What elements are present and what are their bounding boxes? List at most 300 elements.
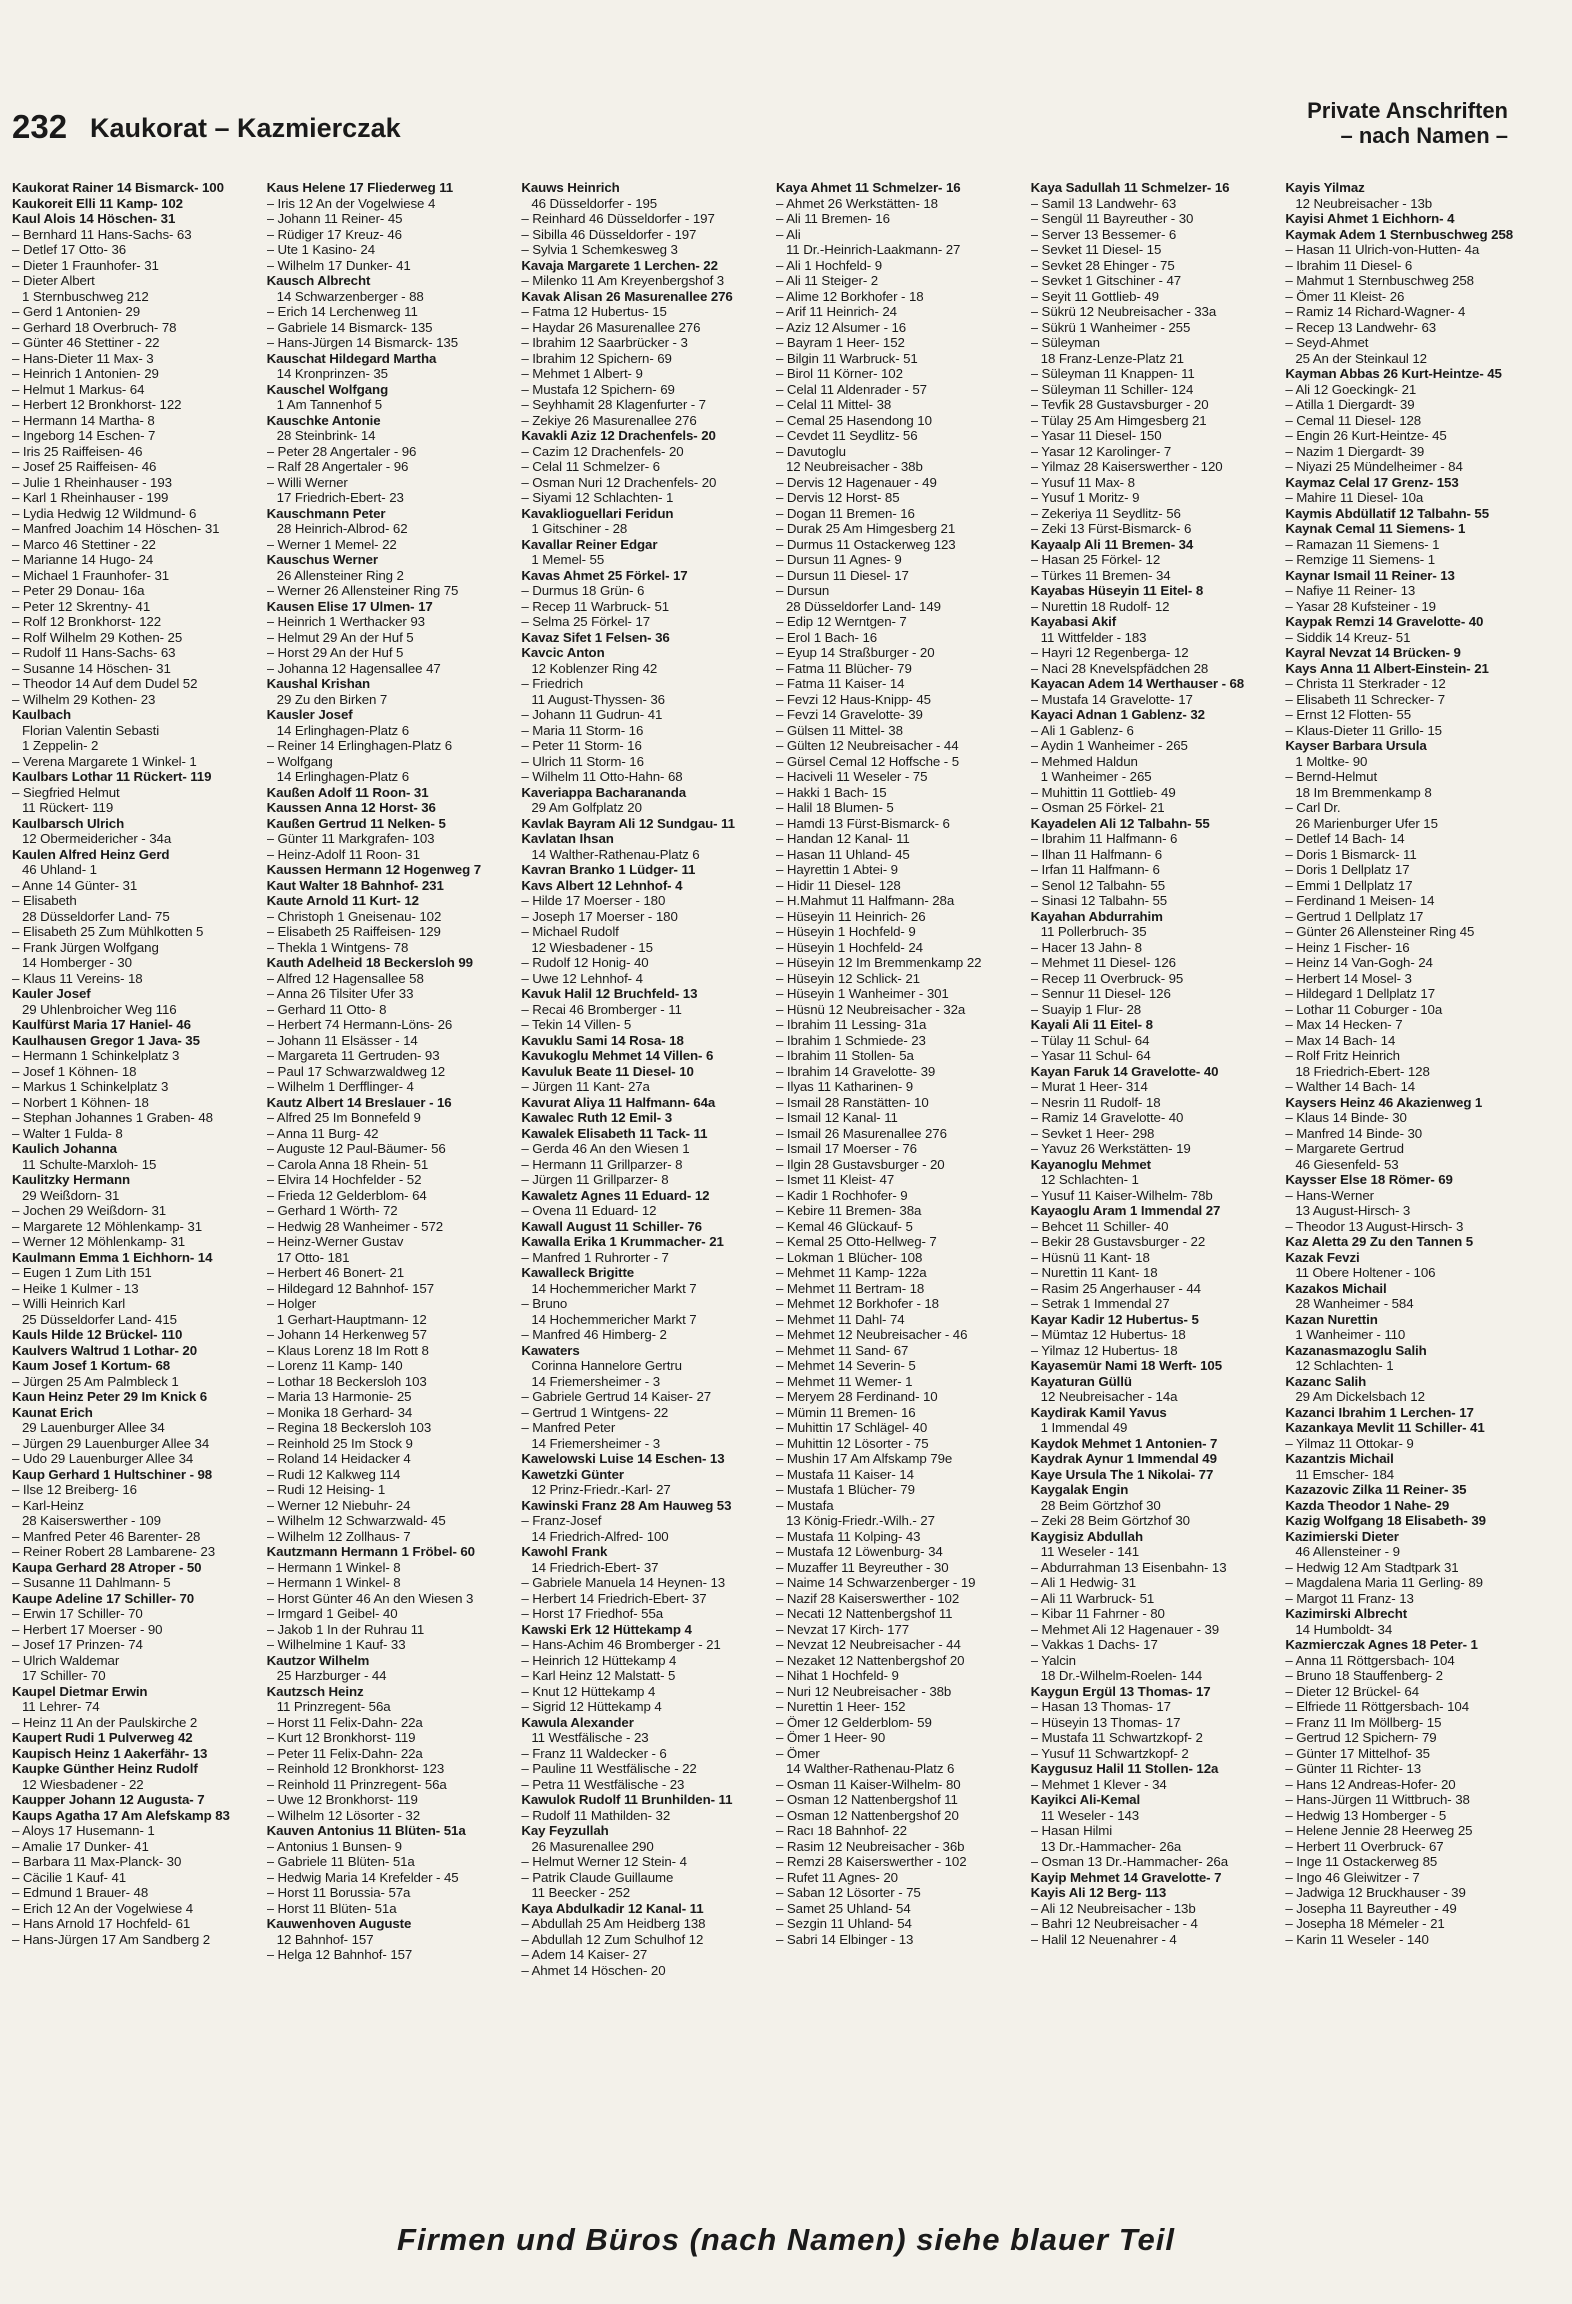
entry-line: – Roland 14 Heidacker 4 <box>266 1451 411 1466</box>
entry-line: – Margarete 12 Möhlenkamp- 31 <box>12 1218 203 1234</box>
entry-surname: Kayar Kadir 12 Hubertus- 5 <box>1030 1311 1199 1327</box>
entry-line: – Antonius 1 Bunsen- 9 <box>266 1838 402 1854</box>
entry-line: 25 Düsseldorfer Land- 415 <box>22 1311 177 1327</box>
entry-line: – Sevket 1 Gitschiner - 47 <box>1030 273 1182 288</box>
entry-surname: Kazazovic Zilka 11 Reiner- 35 <box>1285 1482 1467 1497</box>
entry-line: – Siddik 14 Kreuz- 51 <box>1285 629 1411 645</box>
entry-line: – Karl-Heinz <box>12 1497 84 1513</box>
entry-surname: Kaveriappa Bacharananda <box>521 784 687 800</box>
entry-line: – Mehmet 1 Albert- 9 <box>521 366 643 381</box>
entry-line: 26 Marienburger Ufer 15 <box>1295 815 1438 831</box>
entry-line: 11 Obere Holtener - 106 <box>1295 1265 1436 1280</box>
entry-line: 12 Neubreisacher - 14a <box>1040 1389 1178 1404</box>
entry-line: – Reinhard 46 Düsseldorfer - 197 <box>521 211 715 226</box>
entry-surname: Kaya Abdulkadir 12 Kanal- 11 <box>521 1900 704 1916</box>
entry-line: – Jürgen 11 Grillparzer- 8 <box>521 1172 669 1187</box>
entry-line: – Aloys 17 Husemann- 1 <box>12 1823 155 1838</box>
entry-line: – Susanne 14 Höschen- 31 <box>12 660 171 676</box>
entry-line: – Iris 25 Raiffeisen- 46 <box>12 443 143 459</box>
entry-line: – Ramiz 14 Gravelotte- 40 <box>1030 1110 1184 1125</box>
entry-line: – Wilhelm 12 Zollhaus- 7 <box>266 1528 411 1544</box>
entry-line: – Johann 11 Elsässer - 14 <box>266 1032 418 1048</box>
entry-line: – Werner 12 Möhlenkamp- 31 <box>12 1234 186 1249</box>
entry-line: 28 Kaiserswerther - 109 <box>22 1513 161 1528</box>
entry-line: – Johann 11 Gudrun- 41 <box>521 707 663 722</box>
directory-column <box>1285 180 1526 2180</box>
entry-surname: Kauven Antonius 11 Blüten- 51a <box>266 1823 466 1838</box>
entry-surname: Kauls Hilde 12 Brückel- 110 <box>12 1327 183 1342</box>
entry-line: – Inge 11 Ostackerweg 85 <box>1285 1854 1438 1869</box>
entry-line: – Helmut 1 Markus- 64 <box>12 381 145 397</box>
entry-line: – Engin 26 Kurt-Heintze- 45 <box>1285 428 1447 443</box>
entry-line: – Patrik Claude Guillaume <box>521 1869 674 1885</box>
entry-line: – Franz 11 Im Möllberg- 15 <box>1285 1714 1442 1730</box>
entry-surname: Kawall August 11 Schiller- 76 <box>521 1218 702 1234</box>
entry-line: – Hüseyin 13 Thomas- 17 <box>1030 1714 1181 1730</box>
entry-surname: Kavcic Anton <box>521 645 605 660</box>
entry-line: – Dursun 11 Diesel- 17 <box>776 567 909 583</box>
entry-line: – Osman 13 Dr.-Hammacher- 26a <box>1030 1854 1229 1869</box>
entry-line: – Johann 14 Herkenweg 57 <box>266 1327 427 1342</box>
entry-line: – Kemal 25 Otto-Hellweg- 7 <box>776 1234 937 1249</box>
entry-line: – Hedwig 13 Homberger - 5 <box>1285 1807 1447 1823</box>
entry-line: – Mustafa 11 Schwartzkopf- 2 <box>1030 1730 1203 1745</box>
entry-line: – Erwin 17 Schiller- 70 <box>12 1606 143 1621</box>
entry-line: – Hasan 11 Uhland- 45 <box>776 846 910 862</box>
entry-line: – Elisabeth 11 Schrecker- 7 <box>1285 691 1445 707</box>
entry-line: – Manfred Peter 46 Barenter- 28 <box>12 1528 201 1544</box>
entry-line: – Mustafa 1 Blücher- 79 <box>776 1482 915 1497</box>
entry-line: 12 Bahnhof- 157 <box>276 1931 374 1947</box>
entry-line: – Yilmaz 28 Kaiserswerther - 120 <box>1030 459 1223 474</box>
entry-line: – Mehmet 11 Sand- 67 <box>776 1342 909 1358</box>
entry-line: 14 Friedrich-Alfred- 100 <box>531 1528 669 1544</box>
entry-surname: Kazantzis Michail <box>1285 1451 1394 1466</box>
entry-line: – Herbert 12 Bronkhorst- 122 <box>12 397 182 412</box>
entry-surname: Kavaklioguellari Feridun <box>521 505 674 521</box>
entry-line: – Lothar 11 Coburger - 10a <box>1285 1001 1443 1017</box>
entry-line: – Nezaket 12 Nattenbergshof 20 <box>776 1652 965 1668</box>
entry-line: – Hüsnü 11 Kant- 18 <box>1030 1249 1150 1265</box>
entry-line: – Mustafa 12 Spichern- 69 <box>521 381 675 397</box>
entry-line: 46 Allensteiner - 9 <box>1295 1544 1400 1559</box>
entry-line: – Racı 18 Bahnhof- 22 <box>776 1823 907 1838</box>
entry-line: – Rolf Wilhelm 29 Kothen- 25 <box>12 629 183 645</box>
entry-line: 26 Allensteiner Ring 2 <box>276 567 404 583</box>
entry-line: 14 Walther-Rathenau-Platz 6 <box>786 1761 955 1776</box>
entry-surname: Kayip Mehmet 14 Gravelotte- 7 <box>1030 1869 1222 1885</box>
entry-line: – Ali <box>776 226 801 242</box>
entry-line: 13 König-Friedr.-Wilh.- 27 <box>786 1513 935 1528</box>
entry-line: – Werner 26 Allensteiner Ring 75 <box>266 583 459 598</box>
entry-line: – Heinz-Werner Gustav <box>266 1234 404 1249</box>
entry-line: – Mehmet 11 Wemer- 1 <box>776 1373 913 1389</box>
entry-surname: Kawelowski Luise 14 Eschen- 13 <box>521 1451 725 1466</box>
entry-line: – Franz-Josef <box>521 1513 602 1528</box>
entry-surname: Kautzsch Heinz <box>266 1683 364 1699</box>
entry-line: – Peter 28 Angertaler - 96 <box>266 443 417 459</box>
entry-line: – Elfriede 11 Röttgersbach- 104 <box>1285 1699 1469 1714</box>
entry-line: – Dogan 11 Bremen- 16 <box>776 505 915 521</box>
entry-line: – Ismail 17 Moerser - 76 <box>776 1141 917 1156</box>
entry-line: 25 Harzburger - 44 <box>276 1668 387 1683</box>
entry-line: – Horst 11 Felix-Dahn- 22a <box>266 1714 423 1730</box>
entry-line: – Süleyman 11 Schiller- 124 <box>1030 381 1194 397</box>
entry-surname: Kaysers Heinz 46 Akazienweg 1 <box>1285 1094 1483 1110</box>
entry-line: 14 Erlinghagen-Platz 6 <box>276 769 409 784</box>
entry-line: – Heinz 14 Van-Gogh- 24 <box>1285 955 1433 970</box>
entry-line: – Ilhan 11 Halfmann- 6 <box>1030 846 1162 862</box>
entry-line: – Nafiye 11 Reiner- 13 <box>1285 583 1416 598</box>
entry-line: – Handan 12 Kanal- 11 <box>776 831 910 846</box>
entry-line: – Ismail 28 Ranstätten- 10 <box>776 1094 929 1110</box>
entry-line: – Dervis 12 Hagenauer - 49 <box>776 474 937 490</box>
entry-line: – Hüseyin 12 Im Bremmenkamp 22 <box>776 955 982 970</box>
entry-line: 46 Giesenfeld- 53 <box>1295 1156 1399 1172</box>
directory-column <box>1031 180 1272 2180</box>
entry-surname: Kautzmann Hermann 1 Fröbel- 60 <box>266 1544 475 1559</box>
entry-line: – Kebire 11 Bremen- 38a <box>776 1203 922 1218</box>
entry-line: 11 Prinzregent- 56a <box>276 1699 391 1714</box>
entry-line: – Cevdet 11 Seydlitz- 56 <box>776 428 918 443</box>
entry-line: – Jürgen 25 Am Palmbleck 1 <box>12 1373 179 1389</box>
entry-line: – Sennur 11 Diesel- 126 <box>1030 986 1171 1001</box>
entry-surname: Kay Feyzullah <box>521 1823 609 1838</box>
entry-surname: Kautzor Wilhelm <box>266 1652 370 1668</box>
entry-line: – Kurt 12 Bronkhorst- 119 <box>266 1730 416 1745</box>
entry-surname: Kaydirak Kamil Yavus <box>1030 1404 1167 1420</box>
entry-line: – Ibrahim 11 Diesel- 6 <box>1285 257 1413 273</box>
entry-line: 25 An der Steinkaul 12 <box>1295 350 1427 366</box>
entry-line: – Christa 11 Sterkrader - 12 <box>1285 676 1446 691</box>
entry-line: – Saban 12 Lösorter - 75 <box>776 1885 921 1900</box>
entry-surname: Kavran Branko 1 Lüdger- 11 <box>521 862 696 877</box>
page-header <box>0 0 1572 175</box>
page-title: Kaukorat – Kazmierczak <box>90 113 401 143</box>
entry-line: – Niyazi 25 Mündelheimer - 84 <box>1285 459 1463 474</box>
entry-line: – Hüseyin 11 Heinrich- 26 <box>776 908 926 924</box>
entry-line: – Mehmed Haldun <box>1030 753 1138 769</box>
entry-line: Florian Valentin Sebasti <box>22 722 160 738</box>
entry-line: – Ibrahim 12 Spichern- 69 <box>521 350 672 366</box>
entry-line: – Hidir 11 Diesel- 128 <box>776 877 901 893</box>
entry-line: – Nazim 1 Diergardt- 39 <box>1285 443 1425 459</box>
entry-line: – Gerda 46 An den Wiesen 1 <box>521 1141 690 1156</box>
entry-line: – Carl Dr. <box>1285 800 1341 815</box>
entry-line: – Bayram 1 Heer- 152 <box>776 335 905 350</box>
entry-line: – Josepha 18 Mémeler - 21 <box>1285 1916 1445 1931</box>
entry-line: – Gülsen 11 Mittel- 38 <box>776 722 903 738</box>
entry-surname: Kayisi Ahmet 1 Eichhorn- 4 <box>1285 211 1455 226</box>
entry-line: – Josepha 11 Bayreuther - 49 <box>1285 1900 1457 1916</box>
entry-line: – Reinhold 11 Prinzregent- 56a <box>266 1776 447 1792</box>
entry-line: – Barbara 11 Max-Planck- 30 <box>12 1854 182 1869</box>
entry-line: – Gürsel Cemal 12 Hoffsche - 5 <box>776 753 959 769</box>
entry-line: – Mehmet 12 Neubreisacher - 46 <box>776 1327 968 1342</box>
entry-line: 1 Gerhart-Hauptmann- 12 <box>276 1311 427 1327</box>
entry-line: – Ibrahim 12 Saarbrücker - 3 <box>521 335 688 350</box>
entry-line: – Maria 11 Storm- 16 <box>521 722 644 738</box>
entry-line: – Rufet 11 Agnes- 20 <box>776 1869 898 1885</box>
entry-line: – Kibar 11 Fahrner - 80 <box>1030 1606 1165 1621</box>
entry-line: 11 Schulte-Marxloh- 15 <box>22 1156 157 1172</box>
entry-line: – Ilse 12 Breiberg- 16 <box>12 1482 137 1497</box>
entry-line: – Bruno <box>521 1296 568 1311</box>
entry-line: – Christoph 1 Gneisenau- 102 <box>266 908 442 924</box>
entry-surname: Kaulitzky Hermann <box>12 1172 131 1187</box>
entry-surname: Kayabas Hüseyin 11 Eitel- 8 <box>1030 583 1204 598</box>
entry-line: – Horst Günter 46 An den Wiesen 3 <box>266 1590 474 1606</box>
entry-line: – Helmut 29 An der Huf 5 <box>266 629 414 645</box>
entry-surname: Kaul Alois 14 Höschen- 31 <box>12 211 176 226</box>
entry-line: – Cazim 12 Drachenfels- 20 <box>521 443 684 459</box>
entry-surname: Kaynak Cemal 11 Siemens- 1 <box>1285 521 1466 536</box>
entry-line: 17 Otto- 181 <box>276 1249 350 1265</box>
entry-line: – Ömer 1 Heer- 90 <box>776 1730 886 1745</box>
entry-surname: Kavukoglu Mehmet 14 Villen- 6 <box>521 1048 714 1063</box>
entry-line: – Yusuf 11 Kaiser-Wilhelm- 78b <box>1030 1187 1213 1203</box>
entry-line: – Cemal 25 Hasendong 10 <box>776 412 932 428</box>
entry-line: – Margot 11 Franz- 13 <box>1285 1590 1414 1606</box>
entry-surname: Kayasemür Nami 18 Werft- 105 <box>1030 1358 1222 1373</box>
entry-surname: Kaulich Johanna <box>12 1141 117 1156</box>
entry-line: – Ingo 46 Gleiwitzer - 7 <box>1285 1869 1420 1885</box>
entry-line: – Sükrü 1 Wanheimer - 255 <box>1030 319 1191 335</box>
entry-surname: Kawalek Elisabeth 11 Tack- 11 <box>521 1125 708 1141</box>
entry-line: – Mushin 17 Am Alfskamp 79e <box>776 1451 953 1466</box>
entry-line: – Rudolf 12 Honig- 40 <box>521 955 649 970</box>
entry-line: – Hermann 1 Schinkelplatz 3 <box>12 1048 180 1063</box>
entry-surname: Kaz Aletta 29 Zu den Tannen 5 <box>1285 1234 1474 1249</box>
entry-surname: Kaygusuz Halil 11 Stollen- 12a <box>1030 1761 1219 1776</box>
entry-line: – Reiner 14 Erlinghagen-Platz 6 <box>266 738 453 753</box>
entry-line: 11 Emscher- 184 <box>1295 1466 1395 1482</box>
entry-line: – Naime 14 Schwarzenberger - 19 <box>776 1575 976 1590</box>
entry-line: – Frieda 12 Gelderblom- 64 <box>266 1187 427 1203</box>
entry-line: – Hüseyin 1 Wanheimer - 301 <box>776 986 949 1001</box>
entry-line: – Holger <box>266 1296 317 1311</box>
entry-line: – Hans-Jürgen 14 Bismarck- 135 <box>266 335 459 350</box>
entry-line: – Ömer <box>776 1745 820 1761</box>
entry-surname: Kayahan Abdurrahim <box>1030 908 1163 924</box>
entry-surname: Kayaturan Güllü <box>1030 1373 1132 1389</box>
entry-line: – Nevzat 12 Neubreisacher - 44 <box>776 1637 961 1652</box>
entry-surname: Kauler Josef <box>12 986 91 1001</box>
entry-line: – Gertrud 1 Dellplatz 17 <box>1285 908 1424 924</box>
entry-line: – Elisabeth 25 Raiffeisen- 129 <box>266 924 441 939</box>
entry-surname: Kays Anna 11 Albert-Einstein- 21 <box>1285 660 1489 676</box>
entry-line: – Tülay 25 Am Himgesberg 21 <box>1030 412 1207 428</box>
entry-surname: Kayali Ali 11 Eitel- 8 <box>1030 1017 1153 1032</box>
entry-surname: Kayaalp Ali 11 Bremen- 34 <box>1030 536 1194 552</box>
entry-line: – Ömer 11 Kleist- 26 <box>1285 288 1405 304</box>
entry-line: – Halil 12 Neuenahrer - 4 <box>1030 1931 1177 1947</box>
entry-line: – Reinhold 25 Im Stock 9 <box>266 1435 413 1451</box>
entry-line: – Milenko 11 Am Kreyenbergshof 3 <box>521 273 725 288</box>
entry-line: – Gerhard 18 Overbruch- 78 <box>12 319 177 335</box>
entry-line: – Abdullah 12 Zum Schulhof 12 <box>521 1931 704 1947</box>
entry-line: – Ramazan 11 Siemens- 1 <box>1285 536 1440 552</box>
entry-line: 11 Wittfelder - 183 <box>1040 629 1147 645</box>
entry-line: – Marianne 14 Hugo- 24 <box>12 552 154 567</box>
entry-line: – Udo 29 Lauenburger Allee 34 <box>12 1451 194 1466</box>
entry-surname: Kawaters <box>521 1342 580 1358</box>
entry-line: – Herbert 46 Bonert- 21 <box>266 1265 405 1280</box>
entry-line: – Mahmut 1 Sternbuschweg 258 <box>1285 273 1474 288</box>
entry-line: – Josef 25 Raiffeisen- 46 <box>12 459 157 474</box>
entry-line: – Seyhhamit 28 Klagenfurter - 7 <box>521 397 706 412</box>
entry-line: 11 Pollerbruch- 35 <box>1040 924 1147 939</box>
entry-surname: Kavas Ahmet 25 Förkel- 17 <box>521 567 688 583</box>
entry-line: – Alime 12 Borkhofer - 18 <box>776 288 924 304</box>
entry-line: – Elisabeth <box>12 893 77 908</box>
entry-line: 11 Dr.-Heinrich-Laakmann- 27 <box>786 242 961 257</box>
entry-line: – Ulrich Waldemar <box>12 1652 120 1668</box>
entry-line: – Hamdi 13 Fürst-Bismarck- 6 <box>776 815 950 831</box>
entry-line: – Ismail 12 Kanal- 11 <box>776 1110 898 1125</box>
entry-line: – Mehmet 1 Klever - 34 <box>1030 1776 1167 1792</box>
entry-line: – Wolfgang <box>266 753 333 769</box>
entry-line: – Klaus-Dieter 11 Grillo- 15 <box>1285 722 1442 738</box>
entry-line: – Türkes 11 Bremen- 34 <box>1030 567 1171 583</box>
entry-line: 28 Heinrich-Albrod- 62 <box>276 521 408 536</box>
entry-line: – Friedrich <box>521 676 584 691</box>
entry-line: – Gülten 12 Neubreisacher - 44 <box>776 738 959 753</box>
entry-line: – Michael Rudolf <box>521 924 619 939</box>
entry-surname: Kaygun Ergül 13 Thomas- 17 <box>1030 1683 1211 1699</box>
entry-line: – Willi Heinrich Karl <box>12 1296 126 1311</box>
entry-line: – Hans 12 Andreas-Hofer- 20 <box>1285 1776 1456 1792</box>
entry-surname: Kawaletz Agnes 11 Eduard- 12 <box>521 1187 710 1203</box>
entry-line: – Dursun <box>776 583 830 598</box>
entry-line: – Ismet 11 Kleist- 47 <box>776 1172 895 1187</box>
section-heading-line1: Private Anschriften <box>1307 98 1508 123</box>
entry-line: – Hildegard 12 Bahnhof- 157 <box>266 1280 434 1296</box>
entry-line: – Wilhelm 1 Derfflinger- 4 <box>266 1079 414 1094</box>
entry-line: – Rudi 12 Heising- 1 <box>266 1482 386 1497</box>
entry-line: 28 Düsseldorfer Land- 149 <box>786 598 941 614</box>
entry-line: – Erol 1 Bach- 16 <box>776 629 878 645</box>
entry-line: 26 Masurenallee 290 <box>531 1838 654 1854</box>
entry-line: – Yilmaz 11 Ottokar- 9 <box>1285 1435 1414 1451</box>
entry-line: – Abdurrahman 13 Eisenbahn- 13 <box>1030 1559 1227 1575</box>
entry-line: – Zekiye 26 Masurenallee 276 <box>521 412 697 428</box>
entry-line: – Hasan 13 Thomas- 17 <box>1030 1699 1171 1714</box>
entry-line: – Suayip 1 Flur- 28 <box>1030 1001 1142 1017</box>
entry-surname: Kaupisch Heinz 1 Aakerfähr- 13 <box>12 1745 208 1761</box>
entry-line: – Yusuf 1 Moritz- 9 <box>1030 490 1140 505</box>
entry-line: – Seyit 11 Gottlieb- 49 <box>1030 288 1159 304</box>
entry-line: – Ilyas 11 Katharinen- 9 <box>776 1079 914 1094</box>
entry-surname: Kaynar Ismail 11 Reiner- 13 <box>1285 567 1455 583</box>
entry-line: – Yasar 28 Kufsteiner - 19 <box>1285 598 1436 614</box>
entry-surname: Kaulbach <box>12 707 72 722</box>
entry-line: – Sevket 28 Ehinger - 75 <box>1030 257 1175 273</box>
entry-line: – Emmi 1 Dellplatz 17 <box>1285 877 1413 893</box>
entry-line: – Verena Margarete 1 Winkel- 1 <box>12 753 197 769</box>
entry-surname: Kaulhausen Gregor 1 Java- 35 <box>12 1032 200 1048</box>
entry-line: – Samil 13 Landwehr- 63 <box>1030 195 1177 211</box>
entry-line: 46 Uhland- 1 <box>22 862 97 877</box>
entry-line: – Gerhard 11 Otto- 8 <box>266 1001 387 1017</box>
entry-line: – Ali 1 Hedwig- 31 <box>1030 1575 1137 1590</box>
entry-line: – Ali 1 Gablenz- 6 <box>1030 722 1134 738</box>
entry-surname: Kawulok Rudolf 11 Brunhilden- 11 <box>521 1792 733 1807</box>
entry-line: – Lorenz 11 Kamp- 140 <box>266 1358 403 1373</box>
entry-line: – Ismail 26 Masurenallee 276 <box>776 1125 947 1141</box>
entry-line: – Ibrahim 11 Stollen- 5a <box>776 1048 914 1063</box>
entry-line: – Rasim 25 Angerhauser - 44 <box>1030 1280 1201 1296</box>
entry-surname: Kazig Wolfgang 18 Elisabeth- 39 <box>1285 1513 1486 1528</box>
entry-line: – Osman 12 Nattenbergshof 11 <box>776 1792 958 1807</box>
entry-line: 14 Schwarzenberger - 88 <box>276 288 424 304</box>
entry-line: – Theodor 14 Auf dem Dudel 52 <box>12 676 198 691</box>
entry-line: – Petra 11 Westfälische - 23 <box>521 1776 685 1792</box>
entry-surname: Kavlatan Ihsan <box>521 831 614 846</box>
entry-line: – Heinz-Adolf 11 Roon- 31 <box>266 846 420 862</box>
entry-surname: Kaygalak Engin <box>1030 1482 1129 1497</box>
entry-line: 14 Erlinghagen-Platz 6 <box>276 722 409 738</box>
entry-line: 12 Schlachten- 1 <box>1295 1358 1394 1373</box>
entry-surname: Kausler Josef <box>266 707 353 722</box>
entry-surname: Kavaz Sifet 1 Felsen- 36 <box>521 629 670 645</box>
entry-surname: Kaupper Johann 12 Augusta- 7 <box>12 1792 205 1807</box>
entry-line: – Elvira 14 Hochfelder - 52 <box>266 1172 422 1187</box>
entry-line: 12 Koblenzer Ring 42 <box>531 660 658 676</box>
entry-line: – Ali 11 Warbruck- 51 <box>1030 1590 1155 1606</box>
entry-surname: Kayaoglu Aram 1 Immendal 27 <box>1030 1203 1221 1218</box>
entry-surname: Kauwenhoven Auguste <box>266 1916 412 1931</box>
entry-line: – Hans-Jürgen 11 Wittbruch- 38 <box>1285 1792 1470 1807</box>
entry-line: – Ali 12 Neubreisacher - 13b <box>1030 1900 1196 1916</box>
entry-line: – Peter 12 Skrentny- 41 <box>12 598 151 614</box>
entry-surname: Kawski Erk 12 Hüttekamp 4 <box>521 1621 692 1637</box>
entry-line: – Ovena 11 Eduard- 12 <box>521 1203 657 1218</box>
entry-surname: Kazimierski Dieter <box>1285 1528 1399 1544</box>
entry-line: – Sibilla 46 Düsseldorfer - 197 <box>521 226 697 242</box>
entry-line: – Osman Nuri 12 Drachenfels- 20 <box>521 474 717 490</box>
entry-line: – Dieter Albert <box>12 273 95 288</box>
entry-surname: Kausen Elise 17 Ulmen- 17 <box>266 598 433 614</box>
entry-line: – Hasan Hilmi <box>1030 1823 1113 1838</box>
entry-surname: Kawalec Ruth 12 Emil- 3 <box>521 1110 672 1125</box>
entry-line: – Kemal 46 Glückauf- 5 <box>776 1218 913 1234</box>
entry-line: – Nurettin 1 Heer- 152 <box>776 1699 906 1714</box>
entry-line: – Muhittin 12 Lösorter - 75 <box>776 1435 929 1451</box>
entry-line: – Remzi 28 Kaiserswerther - 102 <box>776 1854 967 1869</box>
entry-line: – Süleyman 11 Knappen- 11 <box>1030 366 1195 381</box>
entry-line: – Fatma 11 Blücher- 79 <box>776 660 912 676</box>
entry-line: – Mehmet 14 Severin- 5 <box>776 1358 916 1373</box>
entry-line: – Recai 46 Bromberger - 11 <box>521 1001 682 1017</box>
section-heading <box>1307 98 1508 148</box>
entry-line: – Helmut Werner 12 Stein- 4 <box>521 1854 687 1869</box>
entry-line: 11 Weseler - 141 <box>1040 1544 1140 1559</box>
entry-line: 28 Beim Görtzhof 30 <box>1040 1497 1161 1513</box>
entry-line: – Gertrud 12 Spichern- 79 <box>1285 1730 1437 1745</box>
entry-line: – Heinz 1 Fischer- 16 <box>1285 939 1410 955</box>
entry-surname: Kavallar Reiner Edgar <box>521 536 658 552</box>
entry-line: – Remzige 11 Siemens- 1 <box>1285 552 1436 567</box>
entry-line: – Ali 11 Bremen- 16 <box>776 211 890 226</box>
entry-line: – Doris 1 Bismarck- 11 <box>1285 846 1417 862</box>
entry-line: – Margareta 11 Gertruden- 93 <box>266 1048 440 1063</box>
entry-line: – Manfred 1 Ruhrorter - 7 <box>521 1249 669 1265</box>
entry-surname: Kaya Sadullah 11 Schmelzer- 16 <box>1030 180 1230 195</box>
entry-surname: Kayanoglu Mehmet <box>1030 1156 1151 1172</box>
entry-surname: Kauth Adelheid 18 Beckersloh 99 <box>266 955 473 970</box>
entry-surname: Kayser Barbara Ursula <box>1285 738 1427 753</box>
